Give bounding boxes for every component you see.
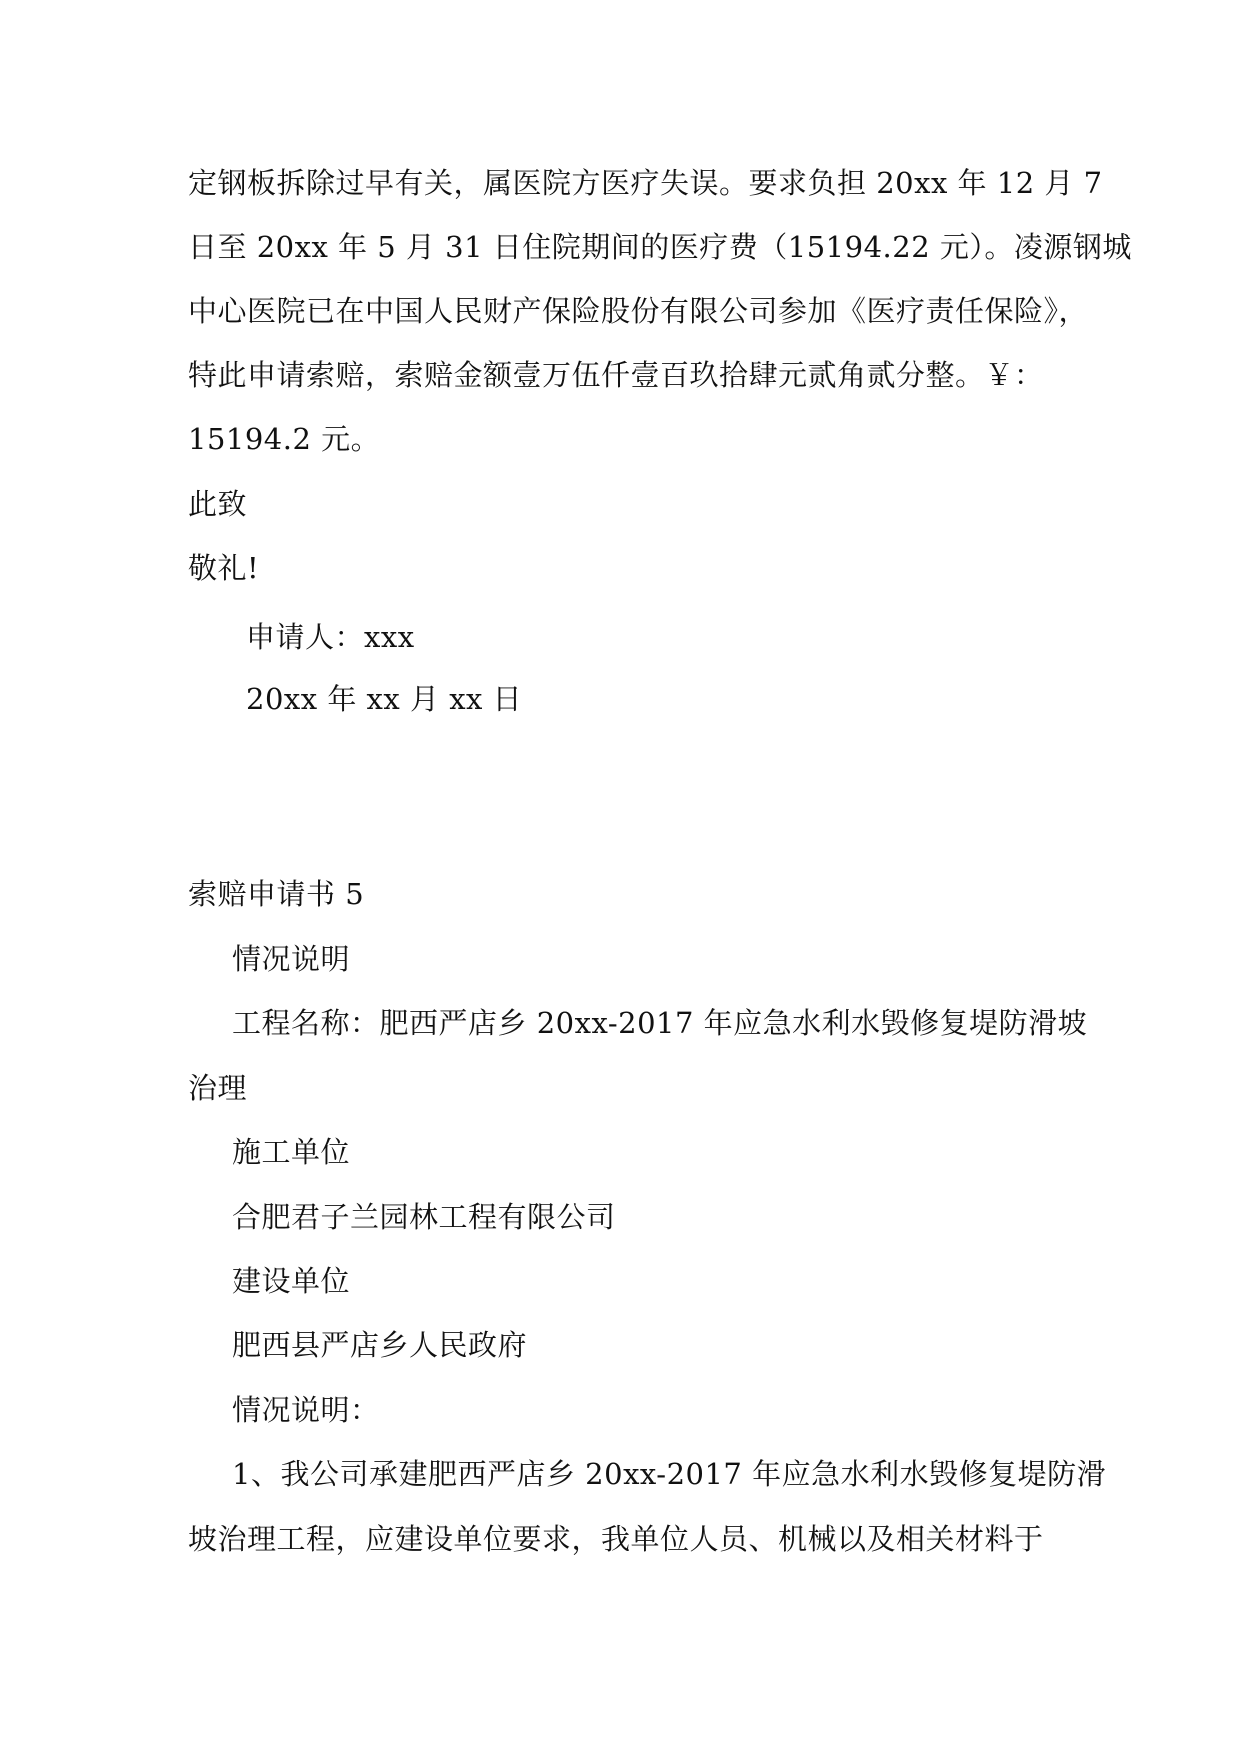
closing-salutation: 此致	[188, 487, 248, 521]
explanation-label: 情况说明：	[232, 1393, 380, 1427]
body-line-5: 15194.2 元。	[188, 422, 381, 456]
item-1-line-1: 1、我公司承建肥西严店乡 20xx-2017 年应急水利水毁修复堤防滑	[232, 1457, 1107, 1491]
section-heading: 情况说明	[232, 942, 351, 976]
item-1-line-2: 坡治理工程，应建设单位要求，我单位人员、机械以及相关材料于	[188, 1522, 1044, 1556]
applicant-signature: 申请人：xxx	[246, 620, 415, 654]
section-title: 索赔申请书 5	[188, 877, 365, 911]
closing-regards: 敬礼!	[188, 551, 260, 585]
owner-unit-label: 建设单位	[232, 1264, 351, 1298]
construction-unit-label: 施工单位	[232, 1135, 351, 1169]
body-line-2: 日至 20xx 年 5 月 31 日住院期间的医疗费（15194.22 元）。凌源钢城	[188, 230, 1132, 264]
body-line-3: 中心医院已在中国人民财产保险股份有限公司参加《医疗责任保险》，	[188, 294, 1089, 328]
project-name-line-2: 治理	[188, 1071, 248, 1105]
construction-unit-value: 合肥君子兰园林工程有限公司	[232, 1200, 616, 1234]
body-line-1: 定钢板拆除过早有关，属医院方医疗失误。要求负担 20xx 年 12 月 7	[188, 166, 1103, 200]
body-line-4: 特此申请索赔，索赔金额壹万伍仟壹百玖拾肆元贰角贰分整。￥：	[188, 358, 1044, 392]
owner-unit-value: 肥西县严店乡人民政府	[232, 1328, 528, 1362]
signature-date: 20xx 年 xx 月 xx 日	[246, 682, 523, 716]
project-name-line-1: 工程名称：肥西严店乡 20xx-2017 年应急水利水毁修复堤防滑坡	[232, 1006, 1088, 1040]
